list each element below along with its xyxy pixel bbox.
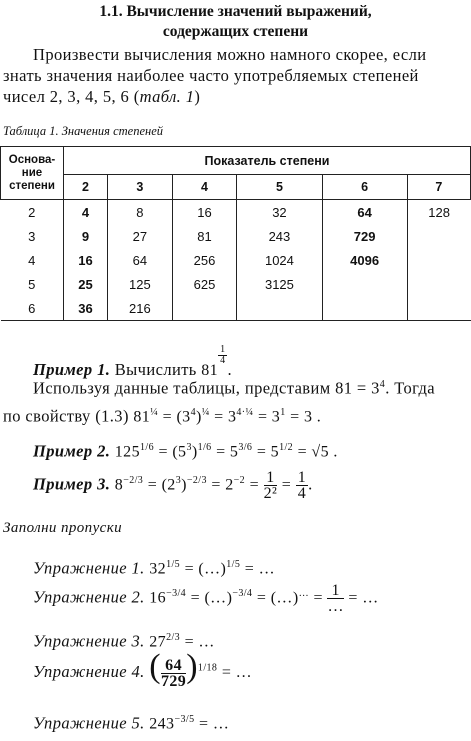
table-cell: 36 [64, 296, 108, 321]
exercise-4-den: 729 [160, 672, 187, 690]
example2-exp: 1/6 [139, 442, 154, 453]
exercise-2: Упражнение 2. $16^{-3/4}$ = (…)$^{-3/4}$ = (…)… = $\frac{1}{\dots}$ = … [33, 582, 379, 616]
example1-line2-text: Используя данные таблицы, представим 81 = 3 [33, 378, 380, 398]
table-cell [172, 296, 237, 321]
exercise-2-label: Упражнение 2. [33, 587, 145, 607]
example1-line3 [3, 402, 321, 429]
example3-s3: = 2 [211, 476, 234, 494]
base-header [1, 147, 64, 200]
table-row [1, 296, 471, 321]
table-cell: 81 [172, 224, 237, 248]
example1-base: 81 [201, 362, 219, 379]
table-cell [237, 296, 322, 321]
example3-label: Пример 3. [33, 474, 111, 494]
exercise-3-blank[interactable]: = … [184, 633, 215, 651]
chain-3c-sup: 1 [280, 407, 286, 418]
table-cell: 32 [237, 200, 322, 225]
intro-line3-start: чисел 2, 3, 4, 5, 6 ( [3, 87, 140, 106]
table-reference: табл. 1 [139, 87, 195, 106]
exercise-2-exp: −3/4 [166, 588, 187, 599]
exercise-5-label: Упражнение 5. [33, 713, 145, 733]
exercise-2-base: 16 [149, 589, 167, 607]
row-base: 4 [1, 248, 64, 272]
section-title-line1: Вычисление значений выражений, [126, 3, 372, 20]
exercise-1-label: Упражнение 1. [33, 558, 145, 578]
example1-line2-end: . Тогда [385, 378, 435, 398]
exercise-2-rest: = (…) [190, 589, 233, 607]
exercise-5-base: 243 [149, 715, 175, 733]
table-cell [407, 296, 470, 321]
example1-text: Вычислить [114, 360, 197, 379]
example2-s2-sup: 1/6 [197, 442, 212, 453]
exercise-4-blank[interactable]: = … [221, 664, 253, 681]
table-cell: 216 [108, 296, 173, 321]
exercise-4 [33, 648, 253, 690]
base-header-line3: степени [9, 179, 55, 192]
intro-line1: Произвести вычисления можно намного скорее, если [33, 45, 427, 64]
row-base: 6 [1, 296, 64, 321]
exercise-4-num: 64 [161, 658, 186, 674]
exercise-1 [33, 554, 275, 581]
chain-3: = (3 [162, 408, 191, 426]
exercise-2-rest-sup: −3/4 [232, 588, 253, 599]
exercise-4-exp: 1/18 [197, 662, 218, 674]
exercise-4-frac [161, 658, 186, 689]
table-cell: 625 [172, 272, 237, 296]
exercise-2-frac-den: … [327, 598, 344, 616]
example1-line3-start: по свойству (1.3) [3, 406, 129, 426]
exercise-3-label: Упражнение 3. [33, 631, 145, 651]
exercise-5-exp: −3/5 [174, 714, 195, 725]
exercise-3-exp: 2/3 [166, 632, 181, 643]
example3: Пример 3. $8^{-2/3} = (2^3)^{-2/3} = 2^{-2}$ = $\frac{1}{\text{2²}}$ = $\frac{1}{4}$ . [33, 469, 313, 503]
chain-3b-sup: 4·¼ [236, 407, 254, 418]
exercise-2-rest2-sup: … [298, 588, 309, 599]
table-row [1, 224, 471, 248]
example3-s2-sup: −2/3 [186, 475, 207, 486]
example3-s3-sup: −2 [233, 475, 246, 486]
table-cell: 1024 [237, 248, 322, 272]
section-number: 1.1. [99, 3, 123, 20]
example3-frac1 [264, 470, 278, 501]
table-cell: 8 [108, 200, 173, 225]
exponent-header: Показатель степени [64, 147, 471, 175]
chain-3-sup: 4 [190, 407, 196, 418]
frac2-num: 1 [297, 469, 307, 487]
base-header-line1: Основа- [8, 153, 56, 166]
chain-3c: = 3 [257, 408, 281, 426]
chain-3b: = 3 [214, 408, 237, 426]
example2-s4: = 5 [256, 443, 280, 461]
table-cell: 256 [172, 248, 237, 272]
example1-line2 [33, 374, 435, 400]
chain-81: 81 [133, 408, 151, 426]
table-cell [322, 296, 407, 321]
fill-in-heading: Заполни пропуски [3, 520, 123, 536]
exercise-1-blank[interactable]: = … [244, 560, 276, 578]
table-cell [407, 224, 470, 248]
section-title-line2: содержащих степени [162, 23, 309, 40]
chain-result: = 3 . [290, 408, 322, 426]
table-cell: 729 [322, 224, 407, 248]
frac1-den: 2² [263, 485, 278, 503]
table-cell: 3125 [237, 272, 322, 296]
exp-den: 4 [220, 355, 226, 366]
frac2-den: 4 [297, 485, 307, 503]
table-row [1, 200, 471, 225]
example2-s2: ) [191, 443, 198, 461]
left-paren: ( [149, 648, 161, 685]
intro-line3 [3, 86, 200, 108]
example3-base: 8 [114, 476, 124, 494]
row-base: 5 [1, 272, 64, 296]
table-cell: 27 [108, 224, 173, 248]
exp-col-4: 4 [172, 175, 237, 200]
example1-label: Пример 1. [33, 360, 111, 379]
chain-exp: ¼ [150, 407, 159, 418]
example2-s3: = 5 [216, 443, 239, 461]
table-cell [322, 272, 407, 296]
table-cell [407, 272, 470, 296]
exercise-4-label: Упражнение 4. [33, 662, 145, 681]
exercise-1-exp: 1/5 [166, 559, 181, 570]
example2-label: Пример 2. [33, 441, 111, 461]
chain-paren: ) [195, 408, 202, 426]
table-cell: 4 [64, 200, 108, 225]
table-caption: Таблица 1. Значения степеней [3, 124, 163, 138]
example3-exp: −2/3 [123, 475, 144, 486]
row-base: 2 [1, 200, 64, 225]
example3-frac2 [296, 470, 308, 501]
table-cell: 16 [64, 248, 108, 272]
example2-s1-sup: 3 [186, 442, 192, 453]
example2-s1: = (5 [158, 443, 187, 461]
chain-paren-sup: ¼ [201, 407, 210, 418]
powers-table [0, 146, 471, 321]
exercise-1-base: 32 [149, 560, 167, 578]
intro-line3-end: ) [194, 87, 201, 106]
table-cell: 64 [322, 200, 407, 225]
example2-s4-sup: 1/2 [279, 442, 294, 453]
table-cell: 64 [108, 248, 173, 272]
frac1-num: 1 [264, 470, 278, 486]
example2-base: 125 [114, 443, 140, 461]
period: . [227, 360, 233, 379]
exercise-1-rest: = (…) [184, 560, 227, 578]
exercise-2-frac-num: 1 [327, 583, 343, 599]
table-cell: 243 [237, 224, 322, 248]
exercise-2-frac[interactable] [327, 583, 343, 614]
exp-col-5: 5 [237, 175, 322, 200]
exercise-2-rest2: = (…) [256, 589, 299, 607]
example3-s1: = (2 [147, 476, 176, 494]
table-row [1, 248, 471, 272]
exp-col-7: 7 [407, 175, 470, 200]
example2-result: = √5 . [297, 443, 338, 461]
base-header-line2: ние [21, 166, 43, 179]
example3-end: . [308, 474, 313, 494]
right-paren: ) [186, 648, 198, 685]
exp-col-6: 6 [322, 175, 407, 200]
example2-s3-sup: 3/6 [238, 442, 253, 453]
example2 [33, 437, 338, 464]
exercise-3-base: 27 [149, 633, 167, 651]
section-title [0, 2, 471, 22]
table-cell: 125 [108, 272, 173, 296]
example3-s1-sup: 3 [175, 475, 182, 486]
intro-line2: знать значения наиболее часто употребляемых степеней [3, 66, 419, 85]
table-cell: 4096 [322, 248, 407, 272]
exp-num: 1 [220, 344, 226, 355]
table-cell: 16 [172, 200, 237, 225]
exercise-5 [33, 709, 229, 736]
row-base: 3 [1, 224, 64, 248]
exp-col-2: 2 [64, 175, 108, 200]
exercise-2-blank[interactable]: = … [348, 589, 379, 607]
table-cell: 128 [428, 204, 450, 220]
example1-line2-sup: 4 [379, 379, 386, 390]
example3-s2: ) [181, 476, 187, 494]
table-row [1, 272, 471, 296]
exercise-5-blank[interactable]: = … [199, 715, 230, 733]
table-cell: 25 [64, 272, 108, 296]
table-cell: 9 [64, 224, 108, 248]
exp-col-3: 3 [108, 175, 173, 200]
table-cell [407, 248, 470, 272]
exercise-1-rest-sup: 1/5 [226, 559, 241, 570]
